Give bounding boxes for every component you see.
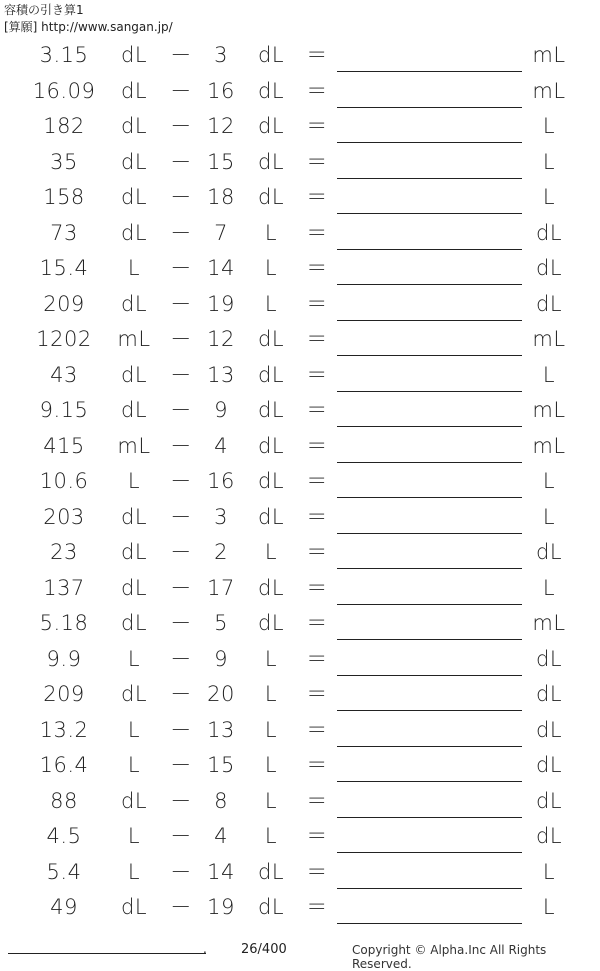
- minuend-unit: dL: [120, 611, 148, 635]
- problem-row: [0, 642, 600, 678]
- subtrahend-value: 16: [207, 78, 235, 103]
- answer-blank: [337, 675, 522, 676]
- minuend-value: 182: [43, 114, 85, 138]
- answer-blank: [337, 426, 522, 427]
- subtrahend-unit: L: [264, 788, 278, 813]
- subtrahend-value: 12: [207, 327, 235, 351]
- answer-blank: [337, 213, 522, 214]
- minus-sign: －: [170, 256, 192, 280]
- minuend-unit: L: [127, 717, 141, 742]
- subtrahend-value: 19: [207, 895, 235, 919]
- minuend-value: 13.2: [39, 717, 89, 742]
- answer-blank: [337, 284, 522, 285]
- answer-unit: mL: [532, 398, 566, 422]
- equals-sign: ＝: [306, 256, 328, 280]
- minuend-value: 5.18: [39, 611, 89, 635]
- minus-sign: －: [170, 824, 192, 848]
- answer-unit: dL: [535, 682, 563, 706]
- equals-sign: ＝: [306, 362, 328, 387]
- problem-row: [0, 713, 600, 749]
- equals-sign: ＝: [306, 327, 328, 351]
- problem-row: [0, 109, 600, 145]
- answer-unit: dL: [535, 717, 563, 742]
- problem-row: [0, 287, 600, 323]
- subtrahend-value: 3: [214, 504, 228, 529]
- answer-unit: mL: [532, 611, 566, 635]
- problem-list: [0, 38, 600, 926]
- name-line: [8, 953, 206, 954]
- equals-sign: ＝: [306, 43, 328, 67]
- equals-sign: ＝: [306, 220, 328, 245]
- minuend-value: 88: [50, 788, 78, 813]
- subtrahend-value: 17: [207, 575, 235, 600]
- equals-sign: ＝: [306, 185, 328, 209]
- minus-sign: －: [170, 43, 192, 67]
- minuend-value: 137: [43, 575, 85, 600]
- subtrahend-value: 7: [214, 220, 228, 245]
- answer-blank: [337, 746, 522, 747]
- answer-blank: [337, 639, 522, 640]
- subtrahend-value: 4: [214, 824, 228, 848]
- subtrahend-unit: L: [264, 220, 278, 245]
- answer-unit: L: [542, 362, 556, 387]
- problem-row: [0, 855, 600, 891]
- minus-sign: －: [170, 540, 192, 564]
- minus-sign: －: [170, 433, 192, 458]
- minuend-unit: mL: [117, 327, 151, 351]
- minuend-unit: L: [127, 646, 141, 671]
- minuend-unit: dL: [120, 291, 148, 316]
- subtrahend-unit: dL: [257, 114, 285, 138]
- minuend-value: 209: [43, 291, 85, 316]
- minus-sign: －: [170, 646, 192, 671]
- problem-row: [0, 251, 600, 287]
- minuend-unit: dL: [120, 540, 148, 564]
- equals-sign: ＝: [306, 78, 328, 103]
- minuend-value: 9.15: [39, 398, 89, 422]
- equals-sign: ＝: [306, 682, 328, 706]
- equals-sign: ＝: [306, 646, 328, 671]
- equals-sign: ＝: [306, 149, 328, 174]
- answer-blank: [337, 497, 522, 498]
- answer-blank: [337, 142, 522, 143]
- minuend-unit: dL: [120, 398, 148, 422]
- problem-row: [0, 819, 600, 855]
- subtrahend-value: 15: [207, 753, 235, 777]
- answer-unit: L: [542, 504, 556, 529]
- minus-sign: －: [170, 78, 192, 103]
- subtrahend-unit: L: [264, 824, 278, 848]
- subtrahend-value: 9: [214, 646, 228, 671]
- problem-row: [0, 606, 600, 642]
- answer-unit: L: [542, 469, 556, 493]
- minuend-value: 4.5: [46, 824, 82, 848]
- subtrahend-unit: dL: [257, 859, 285, 884]
- subtrahend-unit: dL: [257, 504, 285, 529]
- answer-unit: L: [542, 185, 556, 209]
- minuend-value: 9.9: [46, 646, 82, 671]
- subtrahend-unit: dL: [257, 327, 285, 351]
- minus-sign: －: [170, 753, 192, 777]
- subtrahend-unit: L: [264, 646, 278, 671]
- problem-row: [0, 677, 600, 713]
- equals-sign: ＝: [306, 540, 328, 564]
- worksheet-source-url: [算願] http://www.sangan.jp/: [4, 20, 173, 34]
- minuend-unit: dL: [120, 504, 148, 529]
- answer-blank: [337, 355, 522, 356]
- minuend-unit: dL: [120, 575, 148, 600]
- equals-sign: ＝: [306, 398, 328, 422]
- equals-sign: ＝: [306, 611, 328, 635]
- subtrahend-value: 13: [207, 362, 235, 387]
- minuend-value: 16.09: [32, 78, 96, 103]
- problem-row: [0, 890, 600, 926]
- worksheet-title: 容積の引き算1: [4, 3, 84, 17]
- answer-unit: mL: [532, 43, 566, 67]
- subtrahend-value: 9: [214, 398, 228, 422]
- minuend-unit: dL: [120, 682, 148, 706]
- answer-blank: [337, 320, 522, 321]
- subtrahend-unit: dL: [257, 185, 285, 209]
- minuend-unit: dL: [120, 788, 148, 813]
- subtrahend-value: 14: [207, 859, 235, 884]
- minus-sign: －: [170, 504, 192, 529]
- equals-sign: ＝: [306, 291, 328, 316]
- answer-unit: L: [542, 114, 556, 138]
- minus-sign: －: [170, 149, 192, 174]
- minus-sign: －: [170, 220, 192, 245]
- answer-blank: [337, 71, 522, 72]
- equals-sign: ＝: [306, 859, 328, 884]
- subtrahend-unit: dL: [257, 469, 285, 493]
- minus-sign: －: [170, 859, 192, 884]
- minuend-unit: dL: [120, 149, 148, 174]
- minuend-unit: dL: [120, 78, 148, 103]
- subtrahend-unit: dL: [257, 43, 285, 67]
- problem-row: [0, 429, 600, 465]
- subtrahend-value: 8: [214, 788, 228, 813]
- minuend-unit: dL: [120, 362, 148, 387]
- answer-blank: [337, 568, 522, 569]
- answer-blank: [337, 462, 522, 463]
- problem-row: [0, 358, 600, 394]
- answer-unit: dL: [535, 824, 563, 848]
- problem-row: [0, 393, 600, 429]
- subtrahend-value: 4: [214, 433, 228, 458]
- minus-sign: －: [170, 398, 192, 422]
- answer-unit: dL: [535, 540, 563, 564]
- minus-sign: －: [170, 327, 192, 351]
- subtrahend-unit: L: [264, 682, 278, 706]
- equals-sign: ＝: [306, 717, 328, 742]
- equals-sign: ＝: [306, 504, 328, 529]
- answer-unit: dL: [535, 291, 563, 316]
- minuend-value: 415: [43, 433, 85, 458]
- answer-unit: mL: [532, 78, 566, 103]
- equals-sign: ＝: [306, 469, 328, 493]
- subtrahend-value: 14: [207, 256, 235, 280]
- minuend-unit: dL: [120, 43, 148, 67]
- subtrahend-value: 5: [214, 611, 228, 635]
- problem-row: [0, 784, 600, 820]
- equals-sign: ＝: [306, 753, 328, 777]
- subtrahend-unit: L: [264, 717, 278, 742]
- subtrahend-unit: dL: [257, 78, 285, 103]
- answer-unit: dL: [535, 220, 563, 245]
- equals-sign: ＝: [306, 788, 328, 813]
- minuend-unit: L: [127, 256, 141, 280]
- equals-sign: ＝: [306, 824, 328, 848]
- answer-unit: L: [542, 575, 556, 600]
- minuend-unit: L: [127, 753, 141, 777]
- minuend-unit: dL: [120, 220, 148, 245]
- problem-row: [0, 38, 600, 74]
- answer-blank: [337, 604, 522, 605]
- minuend-value: 209: [43, 682, 85, 706]
- subtrahend-unit: dL: [257, 149, 285, 174]
- equals-sign: ＝: [306, 575, 328, 600]
- answer-unit: L: [542, 149, 556, 174]
- subtrahend-value: 12: [207, 114, 235, 138]
- equals-sign: ＝: [306, 114, 328, 138]
- minuend-value: 49: [50, 895, 78, 919]
- subtrahend-unit: dL: [257, 575, 285, 600]
- minus-sign: －: [170, 895, 192, 919]
- problem-row: [0, 145, 600, 181]
- subtrahend-value: 16: [207, 469, 235, 493]
- problem-row: [0, 535, 600, 571]
- minuend-value: 35: [50, 149, 78, 174]
- minuend-value: 16.4: [39, 753, 89, 777]
- minuend-value: 43: [50, 362, 78, 387]
- minuend-value: 15.4: [39, 256, 89, 280]
- minus-sign: －: [170, 788, 192, 813]
- answer-blank: [337, 781, 522, 782]
- minuend-unit: dL: [120, 114, 148, 138]
- copyright-notice: Copyright © Alpha.Inc All Rights Reserved.: [352, 943, 547, 971]
- subtrahend-unit: dL: [257, 362, 285, 387]
- minuend-value: 203: [43, 504, 85, 529]
- subtrahend-value: 20: [207, 682, 235, 706]
- subtrahend-value: 18: [207, 185, 235, 209]
- minus-sign: －: [170, 611, 192, 635]
- minus-sign: －: [170, 291, 192, 316]
- equals-sign: ＝: [306, 895, 328, 919]
- subtrahend-unit: dL: [257, 611, 285, 635]
- minuend-value: 10.6: [39, 469, 89, 493]
- problem-row: [0, 74, 600, 110]
- problem-row: [0, 571, 600, 607]
- problem-row: [0, 748, 600, 784]
- minus-sign: －: [170, 682, 192, 706]
- answer-blank: [337, 888, 522, 889]
- answer-unit: L: [542, 859, 556, 884]
- problem-row: [0, 180, 600, 216]
- subtrahend-unit: L: [264, 540, 278, 564]
- problem-row: [0, 500, 600, 536]
- minuend-value: 1202: [36, 327, 92, 351]
- minuend-value: 3.15: [39, 43, 89, 67]
- answer-unit: mL: [532, 433, 566, 458]
- subtrahend-unit: dL: [257, 433, 285, 458]
- minuend-value: 23: [50, 540, 78, 564]
- subtrahend-value: 19: [207, 291, 235, 316]
- answer-blank: [337, 852, 522, 853]
- answer-blank: [337, 249, 522, 250]
- subtrahend-value: 13: [207, 717, 235, 742]
- answer-unit: L: [542, 895, 556, 919]
- minuend-unit: mL: [117, 433, 151, 458]
- answer-blank: [337, 710, 522, 711]
- subtrahend-unit: dL: [257, 895, 285, 919]
- minus-sign: －: [170, 575, 192, 600]
- minuend-unit: L: [127, 824, 141, 848]
- minuend-value: 5.4: [46, 859, 82, 884]
- minuend-value: 73: [50, 220, 78, 245]
- minus-sign: －: [170, 185, 192, 209]
- equals-sign: ＝: [306, 433, 328, 458]
- page-number: 26/400: [241, 942, 287, 957]
- subtrahend-unit: dL: [257, 398, 285, 422]
- answer-blank: [337, 178, 522, 179]
- minuend-unit: dL: [120, 185, 148, 209]
- subtrahend-unit: L: [264, 256, 278, 280]
- minuend-unit: L: [127, 859, 141, 884]
- answer-blank: [337, 107, 522, 108]
- subtrahend-value: 15: [207, 149, 235, 174]
- minus-sign: －: [170, 114, 192, 138]
- subtrahend-unit: L: [264, 291, 278, 316]
- answer-blank: [337, 923, 522, 924]
- minuend-value: 158: [43, 185, 85, 209]
- subtrahend-value: 3: [214, 43, 228, 67]
- answer-unit: dL: [535, 256, 563, 280]
- answer-unit: dL: [535, 753, 563, 777]
- subtrahend-unit: L: [264, 753, 278, 777]
- minuend-unit: dL: [120, 895, 148, 919]
- subtrahend-value: 2: [214, 540, 228, 564]
- minus-sign: －: [170, 717, 192, 742]
- minus-sign: －: [170, 469, 192, 493]
- footer-dot: .: [203, 942, 207, 956]
- answer-unit: dL: [535, 646, 563, 671]
- answer-unit: mL: [532, 327, 566, 351]
- minuend-unit: L: [127, 469, 141, 493]
- answer-blank: [337, 391, 522, 392]
- problem-row: [0, 322, 600, 358]
- answer-blank: [337, 533, 522, 534]
- problem-row: [0, 216, 600, 252]
- answer-blank: [337, 817, 522, 818]
- minus-sign: －: [170, 362, 192, 387]
- answer-unit: dL: [535, 788, 563, 813]
- problem-row: [0, 464, 600, 500]
